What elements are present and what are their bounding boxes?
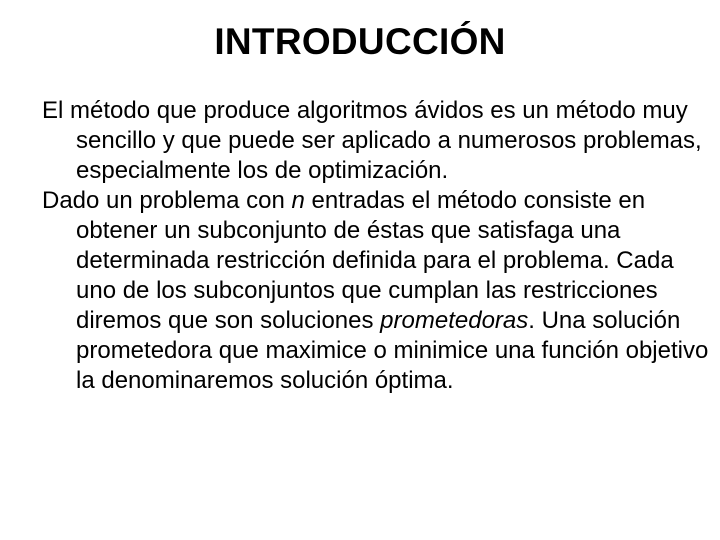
paragraph-definition [42, 186, 718, 396]
term-prometedoras: prometedoras [380, 307, 529, 334]
variable-n: n [291, 187, 305, 214]
slide-title: INTRODUCCIÓN [214, 21, 506, 62]
paragraph-definition-part1: Dado un problema con [42, 187, 292, 214]
slide-body [42, 96, 718, 396]
paragraph-definition-part2: entradas el método consiste en obtener un subconjunto de éstas que satisfaga una determinada restricción definida para el problema. Cada uno de los subconjuntos que cumplan las restricciones diremos que son soluciones [76, 187, 674, 334]
paragraph-definition-part3: . Una solución prometedora que maximice o minimice una función objetivo la denominaremos solución óptima. [76, 307, 709, 394]
paragraph-intro: El método que produce algoritmos ávidos es un método muy sencillo y que puede ser aplicado a numerosos problemas, especialmente los de optimización. [42, 97, 702, 184]
